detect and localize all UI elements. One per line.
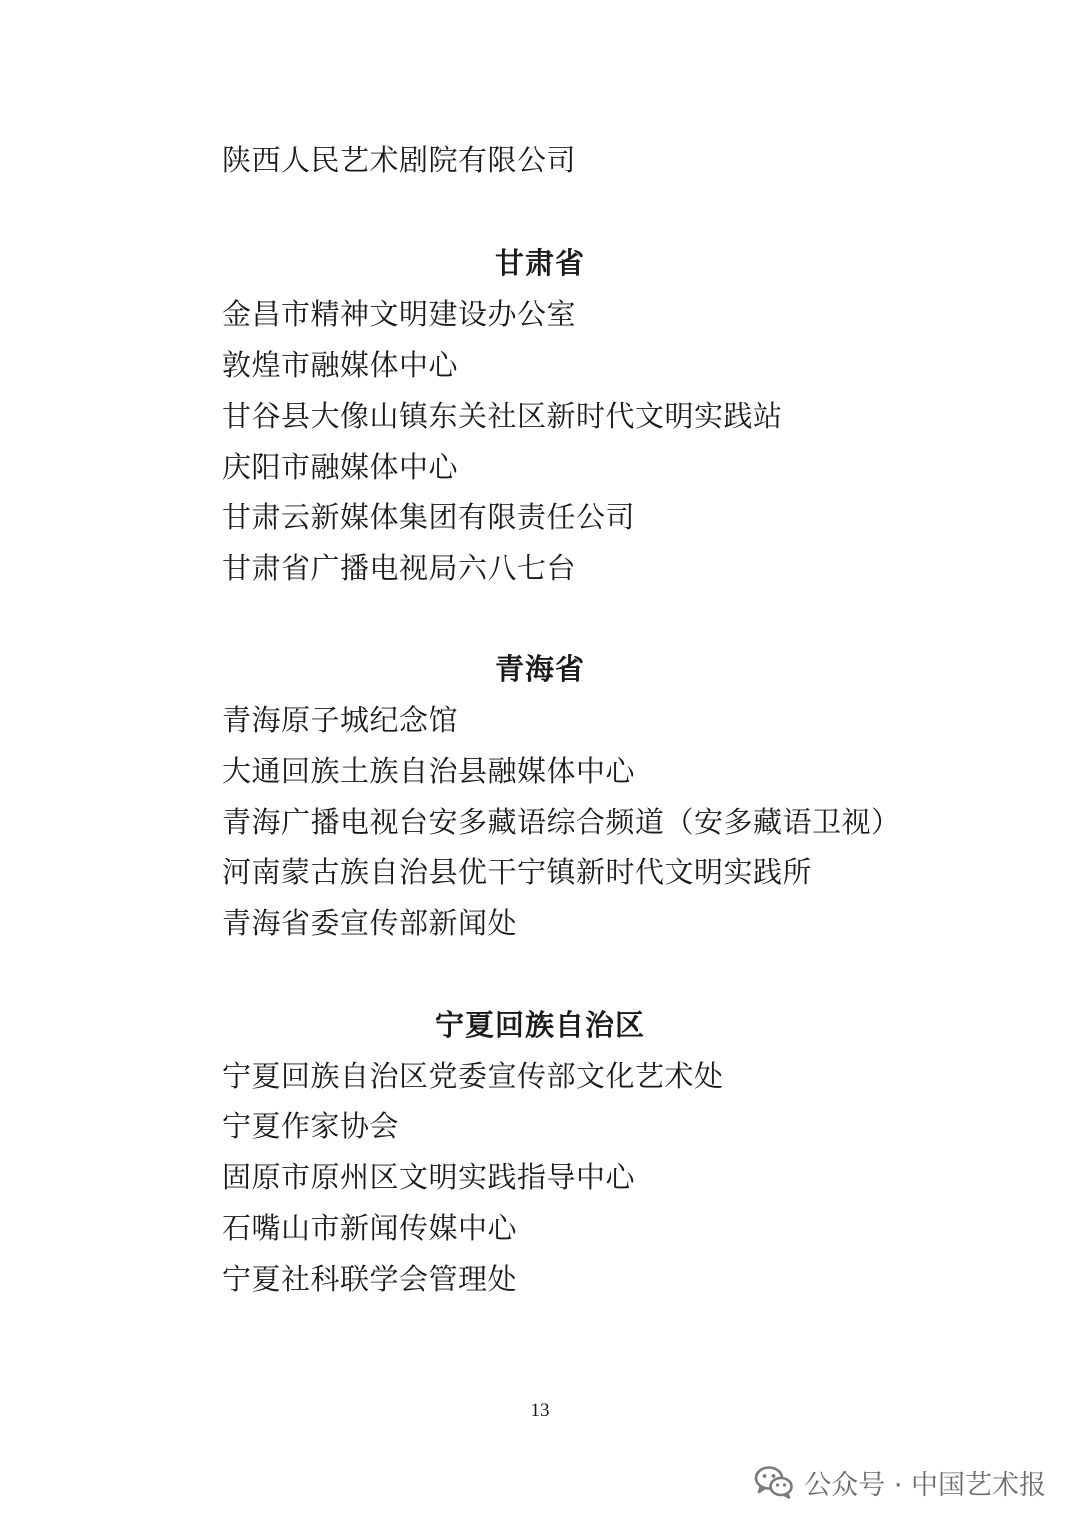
list-item: 大通回族土族自治县融媒体中心	[222, 754, 636, 788]
list-item: 宁夏社科联学会管理处	[222, 1262, 518, 1296]
watermark	[754, 1462, 1046, 1502]
list-item: 宁夏作家协会	[222, 1109, 400, 1143]
list-item: 甘肃省广播电视局六八七台	[222, 551, 577, 585]
list-item: 青海省委宣传部新闻处	[222, 906, 518, 940]
list-item: 庆阳市融媒体中心	[222, 450, 459, 484]
list-item: 甘谷县大像山镇东关社区新时代文明实践站	[222, 399, 783, 433]
section-heading-qinghai: 青海省	[494, 652, 585, 686]
list-item: 宁夏回族自治区党委宣传部文化艺术处	[222, 1059, 724, 1093]
list-item: 敦煌市融媒体中心	[222, 348, 459, 382]
list-item: 青海广播电视台安多藏语综合频道（安多藏语卫视）	[222, 805, 901, 839]
list-item: 甘肃云新媒体集团有限责任公司	[222, 500, 636, 534]
list-item: 河南蒙古族自治县优干宁镇新时代文明实践所	[222, 855, 813, 889]
list-item: 石嘴山市新闻传媒中心	[222, 1211, 518, 1245]
list-item: 陕西人民艺术剧院有限公司	[222, 143, 577, 177]
list-item: 固原市原州区文明实践指导中心	[222, 1160, 636, 1194]
list-item: 青海原子城纪念馆	[222, 703, 459, 737]
section-heading-ningxia: 宁夏回族自治区	[434, 1008, 645, 1042]
list-item: 金昌市精神文明建设办公室	[222, 297, 577, 331]
watermark-text: 公众号 · 中国艺术报	[804, 1469, 1046, 1501]
wechat-icon	[754, 1465, 794, 1499]
section-heading-gansu: 甘肃省	[494, 246, 585, 280]
page-number: 13	[530, 1400, 550, 1421]
